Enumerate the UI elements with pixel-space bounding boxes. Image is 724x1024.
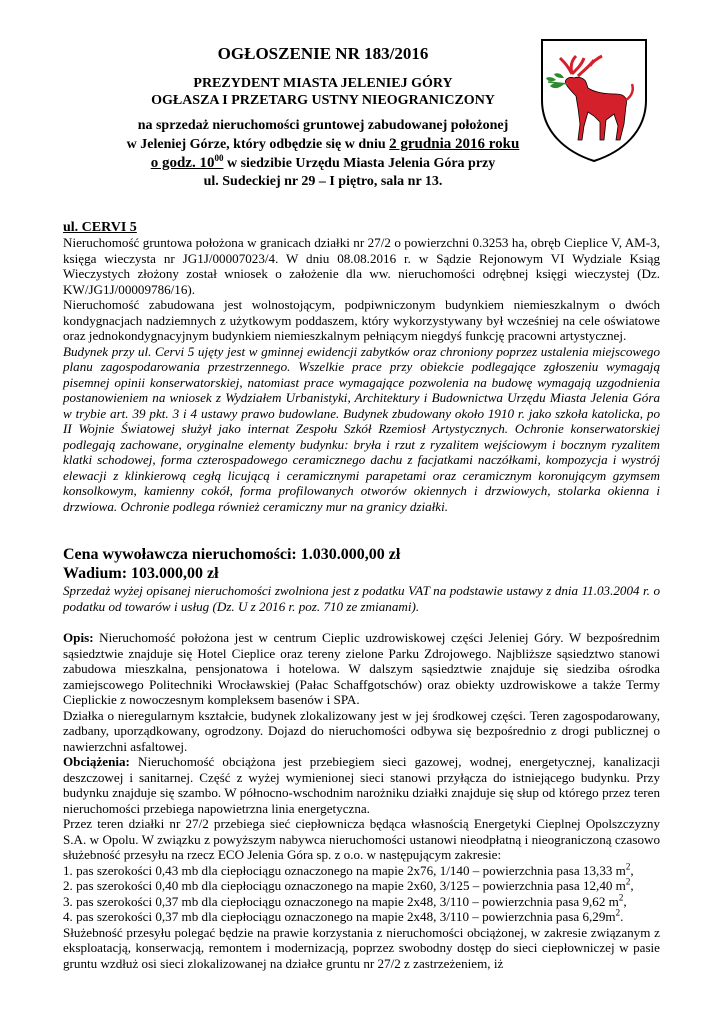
announcement-title: OGŁOSZENIE NR 183/2016 xyxy=(217,44,429,63)
starting-price: Cena wywoławcza nieruchomości: 1.030.000,00 zł xyxy=(63,546,401,563)
description-paragraph: Przez teren działki nr 27/2 przebiega sieć ciepłownicza będąca własnością Energetyki Cieplnej Opolszczyzny S.A. w Opolu. W związku z powyższym nabywca nieruchomości ustanowi nieodpłatną i nieograniczoną czasowo służebność przesyłu na rzecz ECO Jelenia Góra sp. z o.o. w następującym zakresie: xyxy=(63,816,660,862)
list-item: 2. pas szerokości 0,40 mb dla ciepłociągu oznaczonego na mapie 2x60, 3/125 – powierzchnia pasa 12,40 $m^2$, xyxy=(63,876,634,893)
price-section xyxy=(63,545,660,614)
vat-note: Sprzedaż wyżej opisanej nieruchomości zwolniona jest z podatku VAT na podstawie ustawy z dnia 11.03.2004 r. o podatku od towarów i usług (Dz. U z 2016 r. poz. 710 ze zmianami). xyxy=(63,583,660,614)
property-paragraph: Nieruchomość gruntowa położona w granicach działki nr 27/2 o powierzchni 0.3253 ha, obręb Cieplice V, AM-3, księga wieczysta nr JG1J/00007023/4. W dniu 08.08.2016 r. w Sądzie Rejonowym VI Wydziale Ksiąg Wieczystych złożony został wniosek o założenie dla ww. nieruchomości odrębnej księgi wieczystej (Dz. KW/JG1J/00009786/16). xyxy=(63,235,660,297)
description-paragraph: Działka o nieregularnym kształcie, budynek zlokalizowany jest w jej środkowej części. Teren zagospodarowany, zadbany, uporządkowany, ogrodzony. Dojazd do nieruchomości odbywa się bezpośrednio z drogi publicznej o nawierzchni asfaltowej. xyxy=(63,707,660,754)
deposit: Wadium: 103.000,00 zł xyxy=(63,565,219,582)
list-item: 1. pas szerokości 0,43 mb dla ciepłociągu oznaczonego na mapie 2x76, 1/140 – powierzchnia pasa 13,33 $m^2$, xyxy=(63,861,634,878)
coat-of-arms-icon xyxy=(538,36,650,164)
sale-details: na sprzedaż nieruchomości gruntowej zabudowanej położonej w Jeleniej Górze, który odbędzie się w dniu 2 grudnia 2016 roku o godz. $10^{00}$ w siedzibie Urzędu Miasta Jelenia Góra przy ul. Sudeckiej nr 29 – I piętro, sala nr 13. xyxy=(126,118,520,189)
document-page xyxy=(63,0,660,971)
sale-hour: o godz. $10^{00}$ xyxy=(150,153,224,171)
list-item: 4. pas szerokości 0,37 mb dla ciepłociągu oznaczonego na mapie 2x48, 3/110 – powierzchnia pasa $6,29m^2$. xyxy=(63,907,624,924)
description-section xyxy=(63,630,660,971)
property-paragraph: Nieruchomość zabudowana jest wolnostojącym, podpiwniczonym budynkiem niemieszkalnym o dwóch kondygnacjach nadziemnych z użytkowym poddaszem, który wykorzystywany był wcześniej na cele oświatowe oraz jednokondygnacyjnym budynkiem niemieszkalnym pełniącym niegdyś funkcję pracowni artystycznej. xyxy=(63,297,660,343)
announcement-header xyxy=(63,0,660,196)
description-paragraph: Służebność przesyłu polegać będzie na prawie korzystania z nieruchomości obciążonej, w zakresie związanym z eksploatacją, konserwacją, remontem i modernizacją, poprzez swobodny dostęp do sieci ciepłowniczej w pasie gruntu wzdłuż osi sieci zlokalizowanej na działce gruntu nr 27/2 z zastrzeżeniem, iż xyxy=(63,924,660,971)
heritage-paragraph: Budynek przy ul. Cervi 5 ujęty jest w gminnej ewidencji zabytków oraz chroniony poprzez ustalenia miejscowego planu zagospodarowania przestrzennego. Wszelkie prace przy obiekcie podlegające zgłoszeniu wymagają pisemnej opinii konserwatorskiej, natomiast prace wymagające pozwolenia na budowę wymagają uzgodnienia postanowieniem na wniosek z Wydziałem Urbanistyki, Architektury i Budownictwa Urzędu Miasta Jelenia Góra w trybie art. 39 pkt. 3 i 4 ustawy prawo budowlane. Budynek zbudowany około 1910 r. jako szkoła katolicka, po II Wojnie Światowej służył jako internat Zespołu Szkół Rzemiosł Artystycznych. Ochronie konserwatorskiej podlegają zachowane, oryginalne elementy budynku: bryła i rzut z ryzalitem wejściowym i bocznym ryzalitem klatki schodowej, forma czterospadowego ceramicznego dachu z facjatkami naczółkami, kompozycja i wystrój elewacji z klinkierową cegłą licującą i ceramicznymi parapetami oraz ceramicznym koronującym gzymsem konsolkowym, kamienny cokół, forma profilowanych otworów okiennych i drzwiowych, stolarka okienna i drzwiowa. Ochronie podlega również ceramiczny mur na granicy działki. xyxy=(63,343,660,514)
property-description xyxy=(63,235,660,514)
announcement-subtitle: PREZYDENT MIASTA JELENIEJ GÓRY OGŁASZA I PRZETARG USTNY NIEOGRANICZONY xyxy=(151,76,495,108)
obciazenia-paragraph: Obciążenia: Nieruchomość obciążona jest przebiegiem sieci gazowej, wodnej, energetycznej, kanalizacji deszczowej i sanitarnej. Część z wyżej wymienionej sieci stanowi przyłącza do istniejącego budynku. Przy budynku znajduje się szambo. W północno-wschodnim narożniku działki znajduje się słup od którego przez teren nieruchomości przebiega napowietrzna linia energetyczna. xyxy=(63,754,660,816)
opis-paragraph: Opis: Nieruchomość położona jest w centrum Cieplic uzdrowiskowej części Jeleniej Góry. W bezpośrednim sąsiedztwie znajduje się Hotel Cieplice oraz tereny zielone Parku Zdrojowego. Najbliższe sąsiedztwo stanowi zabudowa mieszkalna, pensjonatowa i hotelowa. W dalszym sąsiedztwie znajduje się siedziba ośrodka zamiejscowego Politechniki Wrocławskiej (Pałac Schaffgotschów) oraz obiekty uzdrowiskowe a także Termy Cieplickie z nowoczesnym kompleksem basenów i SPA. xyxy=(63,630,660,707)
property-address: ul. CERVI 5 xyxy=(63,220,137,235)
list-item: 3. pas szerokości 0,37 mb dla ciepłociągu oznaczonego na mapie 2x48, 3/110 – powierzchnia pasa 9,62 $m^2$, xyxy=(63,892,627,909)
sale-date: 2 grudnia 2016 roku xyxy=(389,136,520,152)
